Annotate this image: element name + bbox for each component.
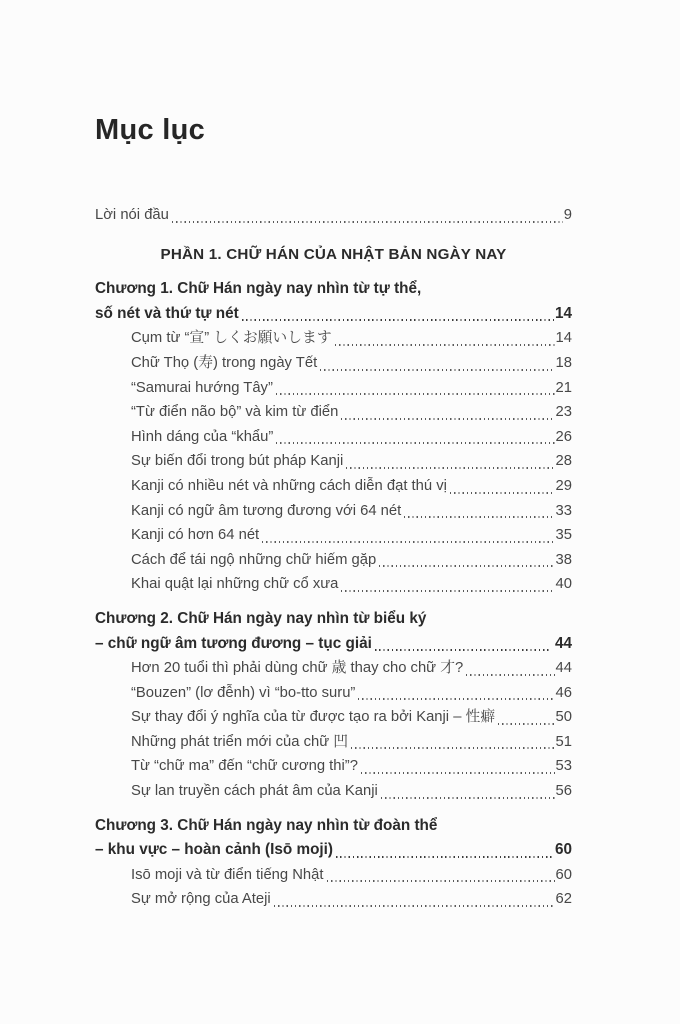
dot-leader	[450, 492, 555, 494]
toc-entry-page: 53	[555, 758, 572, 775]
toc-entry	[131, 449, 572, 474]
toc-entry-label: Sự lan truyền cách phát âm của Kanji	[131, 783, 378, 800]
toc-entry-label: Cụm từ “宣” しくお願いします	[131, 330, 332, 347]
toc-entry	[131, 887, 572, 912]
dot-leader	[335, 344, 555, 346]
toc-entry	[131, 681, 572, 706]
toc-entry-page: 44	[555, 660, 572, 677]
chapter-page: 14	[554, 304, 572, 322]
chapter-title: Chương 1. Chữ Hán ngày nay nhìn từ tự thể,	[95, 280, 422, 298]
toc-entry-label: Kanji có ngữ âm tương đương với 64 nét	[131, 502, 402, 519]
chapter-2-line-2	[95, 632, 572, 657]
toc-entry-page: 29	[555, 477, 572, 494]
toc-entry-label: Isō moji và từ điển tiếng Nhật	[131, 866, 324, 883]
dot-leader	[358, 698, 554, 700]
dot-leader	[336, 856, 554, 858]
part-1-heading: PHẦN 1. CHỮ HÁN CỦA NHẬT BẢN NGÀY NAY	[160, 245, 507, 263]
toc-entry-label: Hơn 20 tuổi thì phải dùng chữ 歳 thay cho chữ 才?	[131, 660, 464, 677]
toc-entry	[131, 656, 572, 681]
toc-entry-page: 51	[555, 733, 572, 750]
dot-leader	[276, 442, 554, 444]
toc-entry	[131, 523, 572, 548]
toc-entry	[131, 779, 572, 804]
toc-entry-label: Hình dáng của “khẩu”	[131, 428, 274, 445]
toc-entry-page: 38	[555, 551, 572, 568]
dot-leader	[466, 674, 554, 676]
toc-entry-label: Sự biến đổi trong bút pháp Kanji	[131, 453, 344, 470]
chapter-title: số nét và thứ tự nét	[95, 304, 239, 322]
toc-entry-label: “Bouzen” (lơ đễnh) vì “bo-tto suru”	[131, 684, 356, 701]
dot-leader	[242, 319, 554, 321]
dot-leader	[381, 797, 555, 799]
toc-entry-label: Sự mở rộng của Ateji	[131, 891, 271, 908]
toc-entry-page: 46	[555, 684, 572, 701]
chapter-1-heading	[95, 277, 572, 326]
toc-entry-page: 28	[555, 453, 572, 470]
chapter-title: – chữ ngữ âm tương đương – tục giải	[95, 634, 372, 652]
dot-leader	[404, 516, 554, 518]
toc-entry-page: 60	[555, 866, 572, 883]
chapter-2-line-1	[95, 607, 572, 632]
dot-leader	[341, 418, 554, 420]
dot-leader	[375, 649, 550, 651]
dot-leader	[327, 880, 555, 882]
toc-entry	[131, 499, 572, 524]
toc-entry-preface	[95, 203, 572, 228]
toc-entry-page: 21	[555, 379, 572, 396]
dot-leader	[346, 467, 554, 469]
toc-entry	[131, 376, 572, 401]
dot-leader	[341, 590, 554, 592]
toc-entry-page: 14	[555, 330, 572, 347]
dot-leader	[172, 221, 563, 223]
toc-entry-page: 56	[555, 783, 572, 800]
toc-entry-label: Kanji có hơn 64 nét	[131, 527, 260, 544]
chapter-3-line-2	[95, 838, 572, 863]
chapter-page: 60	[554, 841, 572, 859]
dot-leader	[320, 369, 554, 371]
toc-entry	[131, 705, 572, 730]
chapter-title: Chương 3. Chữ Hán ngày nay nhìn từ đoàn thể	[95, 816, 438, 834]
toc-entry-label: Từ “chữ ma” đến “chữ cương thi”?	[131, 758, 358, 775]
toc-entry	[131, 754, 572, 779]
chapter-1-line-2	[95, 302, 572, 327]
toc-entry-label: Kanji có nhiều nét và những cách diễn đạt thú vị	[131, 477, 447, 494]
toc-entry	[131, 474, 572, 499]
dot-leader	[498, 723, 554, 725]
toc-entry-page: 40	[555, 576, 572, 593]
toc-entry	[131, 425, 572, 450]
dot-leader	[361, 772, 555, 774]
toc-entry-label: “Từ điển não bộ” và kim từ điển	[131, 404, 339, 421]
chapter-3-line-1	[95, 814, 572, 839]
page-title: Mục lục	[95, 114, 206, 146]
chapter-2-heading	[95, 607, 572, 656]
toc-entry-label: Khai quật lại những chữ cổ xưa	[131, 576, 339, 593]
chapter-1-items	[131, 326, 572, 597]
chapter-title: Chương 2. Chữ Hán ngày nay nhìn từ biểu ký	[95, 609, 427, 627]
toc-entry-page: 62	[555, 891, 572, 908]
toc-entry	[131, 548, 572, 573]
dot-leader	[276, 393, 555, 395]
dot-leader	[274, 905, 555, 907]
toc-entry-page: 18	[555, 354, 572, 371]
chapter-3-heading	[95, 814, 572, 863]
chapter-2-items	[131, 656, 572, 804]
toc-entry-page: 26	[555, 428, 572, 445]
toc-entry-page: 50	[555, 709, 572, 726]
toc-entry	[131, 351, 572, 376]
toc-entry-page: 9	[563, 207, 572, 223]
toc-entry-label: Lời nói đầu	[95, 207, 169, 223]
toc-entry-label: Những phát triển mới của chữ 凹	[131, 733, 349, 750]
chapter-3-items	[131, 863, 572, 912]
toc-entry-label: Chữ Thọ (寿) trong ngày Tết	[131, 354, 318, 371]
chapter-title: – khu vực – hoàn cảnh (Isō moji)	[95, 841, 334, 859]
toc-entry	[131, 572, 572, 597]
toc-entry	[131, 326, 572, 351]
toc-entry-label: Cách để tái ngộ những chữ hiếm gặp	[131, 551, 377, 568]
chapter-page: 44	[554, 634, 572, 652]
dot-leader	[262, 541, 554, 543]
toc-entry	[131, 400, 572, 425]
toc-entry	[131, 863, 572, 888]
toc-entry-page: 23	[555, 404, 572, 421]
toc-entry-page: 35	[555, 527, 572, 544]
toc-entry-label: Sự thay đổi ý nghĩa của từ được tạo ra bởi Kanji – 性癖	[131, 709, 496, 726]
toc-entry-label: “Samurai hướng Tây”	[131, 379, 273, 396]
chapter-1-line-1	[95, 277, 572, 302]
dot-leader	[379, 565, 554, 567]
dot-leader	[351, 747, 554, 749]
toc-entry	[131, 730, 572, 755]
toc-entry-page: 33	[555, 502, 572, 519]
